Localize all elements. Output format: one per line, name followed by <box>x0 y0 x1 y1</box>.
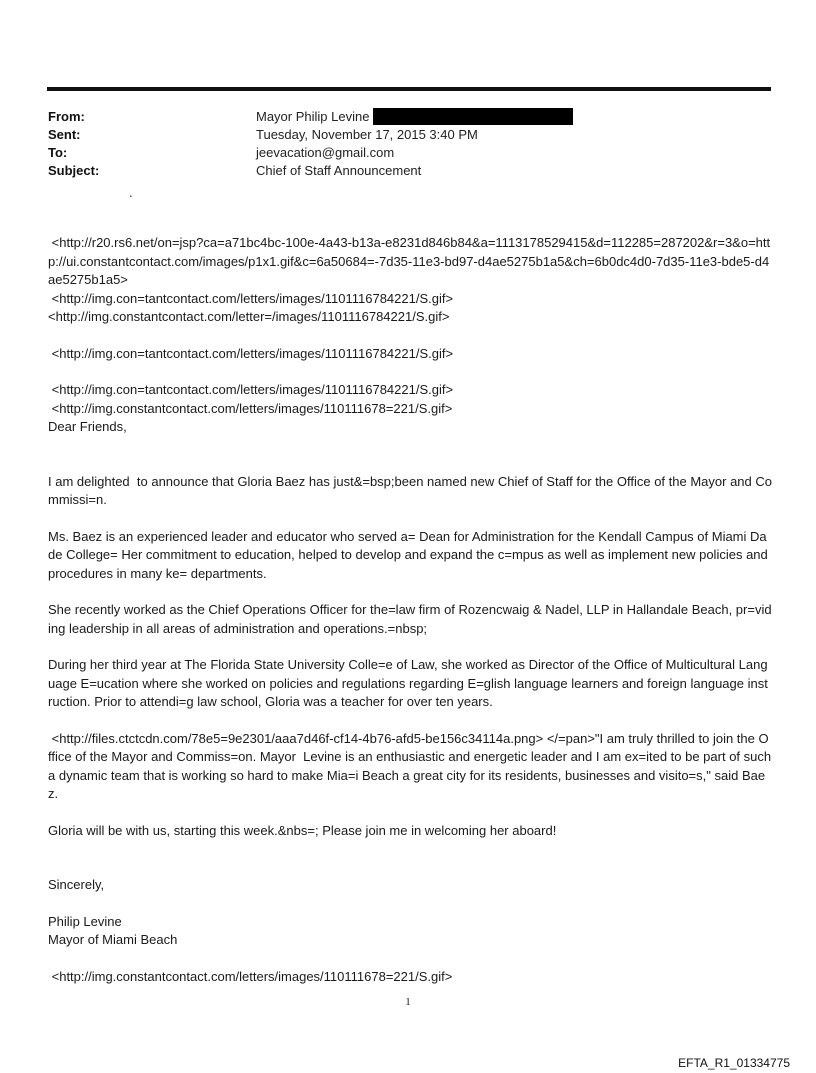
from-name: Mayor Philip Levine <box>256 109 370 124</box>
stray-dot: . <box>129 185 133 200</box>
image-url: <http://img.con=tantcontact.com/letters/images/1101116784221/S.gif> <box>48 382 454 397</box>
to-value: jeevacation@gmail.com <box>256 145 395 160</box>
paragraph-background: Ms. Baez is an experienced leader and educator who served a= Dean for Administration for the Kendall Campus of Miami Dade College= Her commitment to education, helped to develop and expand the c=mpus as well as implement new policies and procedures in many ke= departments. <box>48 528 772 581</box>
subject-label: Subject: <box>48 163 100 178</box>
image-url: <http://img.constantcontact.com/letters/images/110111678=221/S.gif> <box>48 400 453 416</box>
from-label: From: <box>48 109 85 124</box>
paragraph-recent-work: She recently worked as the Chief Operations Officer for the=law firm of Rozencwaig & Nadel, LLP in Hallandale Beach, pr=viding leadership in all areas of administration and operations.=nbsp; <box>48 602 772 636</box>
subject-value: Chief of Staff Announcement <box>256 163 422 178</box>
to-row <box>48 144 768 162</box>
image-url: <http://img.constantcontact.com/letters/images/110111678=221/S.gif> <box>48 968 453 984</box>
greeting: Dear Friends, <box>48 419 127 434</box>
closing: Sincerely, <box>48 877 105 892</box>
paragraph-quote: <http://files.ctctcdn.com/78e5=9e2301/aaa7d46f-cf14-4b76-afd5-be156c34114a.png> </=pan>"I am truly thrilled to join the Office of the Mayor and Commiss=on. Mayor Levine is an enthusiastic and energetic leader and I am ex=ited to be part of such a dynamic team that is working so hard to make Mia=i Beach a great city for its residents, businesses and visito=s," said Baez. <box>48 730 775 801</box>
image-url: <http://img.constantcontact.com/letter=/images/1101116784221/S.gif> <box>48 309 450 324</box>
paragraph-education: During her third year at The Florida State University Colle=e of Law, she worked as Director of the Office of Multicultural Language E=ucation where she worked on policies and regulations regarding E=glish language learners and foreign language instruction. Prior to attendi=g law school, Gloria was a teacher for over ten years. <box>48 657 768 709</box>
signature-title: Mayor of Miami Beach <box>48 932 178 947</box>
paragraph-welcome: Gloria will be with us, starting this week.&nbs=; Please join me in welcoming her aboard! <box>48 822 557 838</box>
image-url: <http://img.con=tantcontact.com/letters/images/1101116784221/S.gif> <box>48 290 454 306</box>
document-id: EFTA_R1_01334775 <box>678 1056 790 1070</box>
email-body <box>48 234 775 986</box>
paragraph-announcement: I am delighted to announce that Gloria Baez has just&=bsp;been named new Chief of Staff for the Office of the Mayor and Commissi=n. <box>48 473 772 507</box>
sent-value: Tuesday, November 17, 2015 3:40 PM <box>256 127 478 142</box>
image-url: <http://img.con=tantcontact.com/letters/images/1101116784221/S.gif> <box>48 345 454 361</box>
subject-row <box>48 162 768 180</box>
email-header <box>48 108 768 180</box>
to-label: To: <box>48 145 68 160</box>
from-value <box>256 108 573 126</box>
signature-name: Philip Levine <box>48 913 122 929</box>
redaction-box <box>373 108 573 125</box>
sent-label: Sent: <box>48 127 81 142</box>
sent-row <box>48 126 768 144</box>
from-row <box>48 108 768 126</box>
tracking-url: <http://r20.rs6.net/on=jsp?ca=a71bc4bc-100e-4a43-b13a-e8231d846b84&a=1113178529415&d=112285=287202&r=3&o=http://ui.constantcontact.com/images/p1x1.gif&c=6a50684=-7d35-11e3-bd97-d4ae5275b1a5&ch=6b0dc4d0-7d35-11e3-bde5-d4ae5275b1a5> <box>48 235 771 287</box>
page-number: 1 <box>405 996 411 1008</box>
header-divider <box>47 87 771 91</box>
